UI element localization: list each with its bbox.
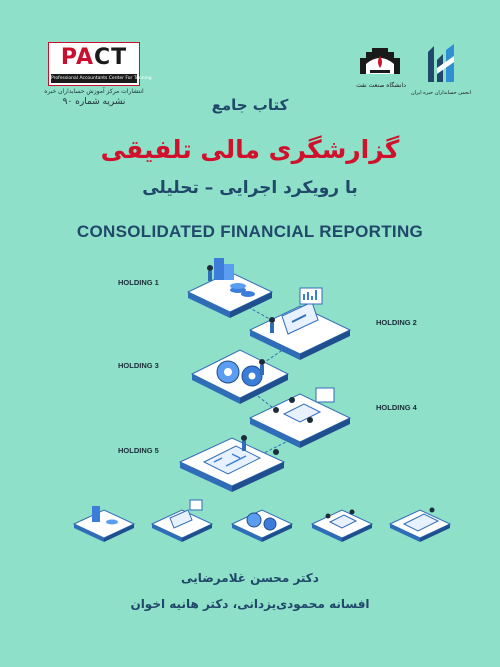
holding-1-platform: [188, 258, 272, 318]
holding-4-label: HOLDING 4: [376, 403, 417, 412]
association-caption: انجمن حسابداران خبره ایران: [410, 90, 471, 96]
book-subtitle: با رویکرد اجرایی – تحلیلی: [142, 178, 358, 198]
english-title: CONSOLIDATED FINANCIAL REPORTING: [76, 222, 424, 241]
thumbnail-4: [312, 510, 372, 543]
issue-number: نشریه شماره ۹۰: [62, 97, 126, 107]
thumbnail-3: [232, 510, 292, 542]
holding-1-label: HOLDING 1: [118, 278, 159, 287]
holding-5-label: HOLDING 5: [118, 446, 159, 455]
holding-5-platform: [180, 435, 284, 492]
pact-tagline: Professional Accountants Center For Training: [51, 76, 152, 81]
university-caption: دانشگاه صنعت نفت: [356, 82, 406, 89]
author-secondary: افسانه محمودی‌یزدانی، دکتر هانیه اخوان: [130, 597, 370, 611]
thumbnail-2: [152, 500, 212, 542]
petroleum-university-logo: [356, 44, 404, 80]
pact-wordmark: [49, 45, 139, 70]
holding-2-label: HOLDING 2: [376, 318, 417, 327]
holding-3-platform: [192, 350, 288, 404]
pact-logo: [48, 42, 152, 86]
book-title: گزارشگری مالی تلفیقی: [100, 135, 400, 164]
pact-wordmark-main: PA: [60, 45, 94, 70]
author-primary: دکتر محسن غلامرضایی: [181, 571, 319, 585]
holdings-thumbnail-row: [0, 494, 500, 554]
iacpa-logo: [426, 42, 456, 86]
holding-3-label: HOLDING 3: [118, 361, 159, 370]
book-kicker: کتاب جامع: [211, 96, 289, 114]
thumbnail-1: [74, 506, 134, 542]
pact-wordmark-accent: CT: [93, 45, 128, 70]
publisher-line: انتشارات مرکز آموزش حسابداران خبره: [44, 88, 144, 95]
holding-4-platform: [250, 388, 350, 448]
thumbnail-5: [390, 508, 450, 543]
